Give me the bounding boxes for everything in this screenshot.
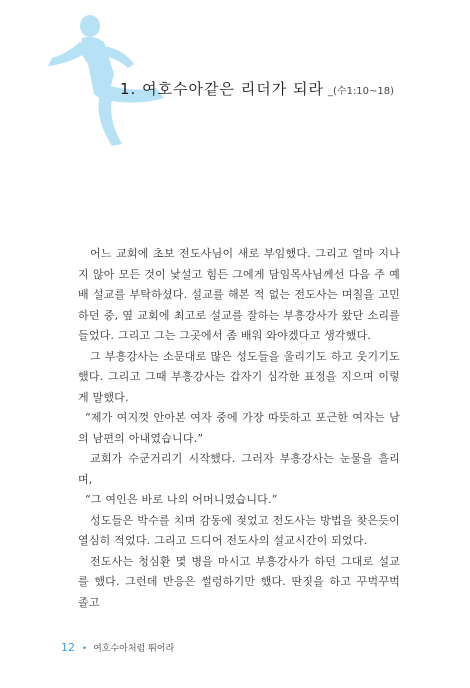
page-footer [61, 641, 174, 654]
page-number: 12 [61, 641, 75, 654]
scripture-reference: _(수1:10~18) [328, 86, 395, 97]
chapter-heading [120, 78, 450, 99]
running-title: 여호수아처럼 뛰어라 [93, 644, 175, 654]
paragraph: “제가 여지껏 안아본 여자 중에 가장 따뜻하고 포근한 여자는 남의 남편의 아내였습니다.” [78, 411, 400, 445]
body-text [78, 244, 400, 613]
paragraph: 성도들은 박수를 치며 감동에 젖었고 전도사는 방법을 찾은듯이 열심히 적었다. 그리고 드디어 전도사의 설교시간이 되었다. [78, 513, 400, 547]
paragraph: “그 여인은 바로 나의 어머니였습니다.” [85, 493, 278, 506]
paragraph: 그 부흥강사는 소문대로 많은 성도들을 울리기도 하고 웃기기도 했다. 그리고 그때 부흥강사는 갑자기 심각한 표정을 지으며 이렇게 말했다. [78, 349, 400, 404]
paragraph: 어느 교회에 초보 전도사님이 새로 부임했다. 그리고 얼마 지나지 않아 모든 것이 낯설고 힘든 그에게 담임목사님께선 다음 주 예배 설교를 부탁하셨다. 설교를 해본 적 없는 전도사는 며칠을 고민하던 중, 옆 교회에 최고로 설교를 잘하는 부흥강사가 왔단 소리를 들었다. 그리고 그는 그곳에서 좀 배워 와야겠다고 생각했다. [78, 247, 400, 342]
paragraph: 교회가 수군거리기 시작했다. 그러자 부흥강사는 눈물을 흘리며, [78, 452, 400, 486]
paragraph: 전도사는 청심환 몇 병을 마시고 부흥강사가 하던 그대로 설교를 했다. 그런데 반응은 썰렁하기만 했다. 딴짓을 하고 꾸벅꾸벅 졸고 [78, 554, 400, 609]
footer-separator: • [81, 644, 88, 654]
chapter-title: 1. 여호수아같은 리더가 되라 [120, 80, 325, 98]
